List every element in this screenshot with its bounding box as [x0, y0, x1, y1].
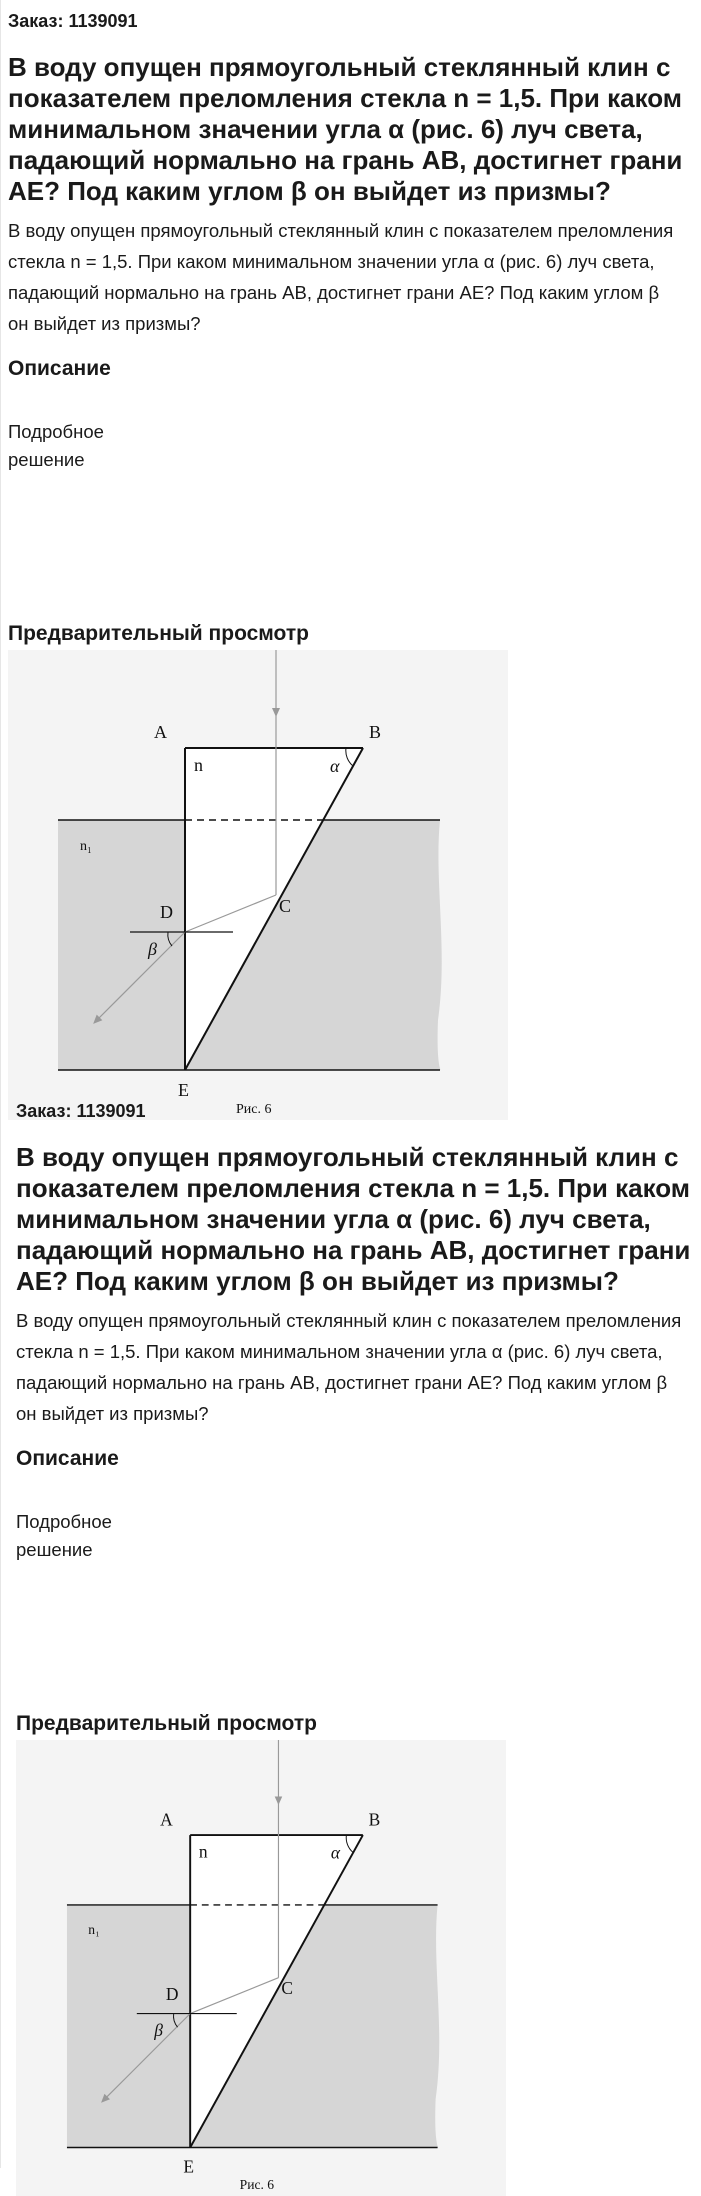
label-beta: β	[154, 2019, 163, 2040]
preview-heading: Предварительный просмотр	[8, 622, 309, 645]
label-c: C	[279, 896, 292, 916]
label-n1: n₁	[80, 839, 92, 854]
preview-figure	[8, 650, 508, 1120]
document-block-2	[16, 1098, 701, 2196]
label-alpha: α	[330, 1842, 341, 1863]
label-a: A	[154, 722, 167, 742]
label-c: C	[281, 1978, 294, 1999]
problem-title: В воду опущен прямоугольный стеклянный клин с показателем преломления стекла n = 1,5. При каком минимальном значении угла α (рис. 6) луч света, падающий нормально на грань AB, достигнет грани AE? Под каким углом β он выйдет из призмы?	[8, 52, 683, 206]
description-heading: Описание	[8, 357, 111, 380]
label-beta: β	[148, 939, 157, 959]
description-text: Подробное решение	[16, 1511, 112, 1560]
preview-heading: Предварительный просмотр	[16, 1712, 317, 1735]
preview-figure	[16, 1740, 506, 2196]
document-block-1	[8, 8, 698, 1120]
figure-caption: Рис. 6	[236, 1102, 272, 1117]
label-b: B	[369, 722, 382, 742]
order-number: Заказ: 1139091	[16, 1101, 146, 1121]
label-n: n	[198, 1841, 208, 1862]
label-n: n	[194, 755, 203, 775]
label-d: D	[165, 1984, 179, 2005]
label-n1: n₁	[88, 1922, 100, 1938]
label-e: E	[183, 2156, 195, 2177]
page-left-border	[0, 0, 1, 2168]
label-b: B	[368, 1809, 381, 1830]
figure-caption: Рис. 6	[239, 2177, 275, 2193]
label-e: E	[178, 1080, 189, 1100]
label-d: D	[160, 902, 173, 922]
order-number: Заказ: 1139091	[8, 11, 138, 31]
description-heading: Описание	[16, 1447, 119, 1470]
problem-text: В воду опущен прямоугольный стеклянный клин с показателем преломления стекла n = 1,5. При каком минимальном значении угла α (рис. 6) луч света, падающий нормально на грань AB, достигнет грани AE? Под каким углом β он выйдет из призмы?	[16, 1310, 682, 1424]
description-text: Подробное решение	[8, 421, 104, 470]
label-alpha: α	[330, 756, 340, 776]
label-a: A	[160, 1809, 173, 1830]
problem-title: В воду опущен прямоугольный стеклянный клин с показателем преломления стекла n = 1,5. При каком минимальном значении угла α (рис. 6) луч света, падающий нормально на грань AB, достигнет грани AE? Под каким углом β он выйдет из призмы?	[16, 1142, 691, 1296]
problem-text: В воду опущен прямоугольный стеклянный клин с показателем преломления стекла n = 1,5. При каком минимальном значении угла α (рис. 6) луч света, падающий нормально на грань AB, достигнет грани AE? Под каким углом β он выйдет из призмы?	[8, 220, 674, 334]
